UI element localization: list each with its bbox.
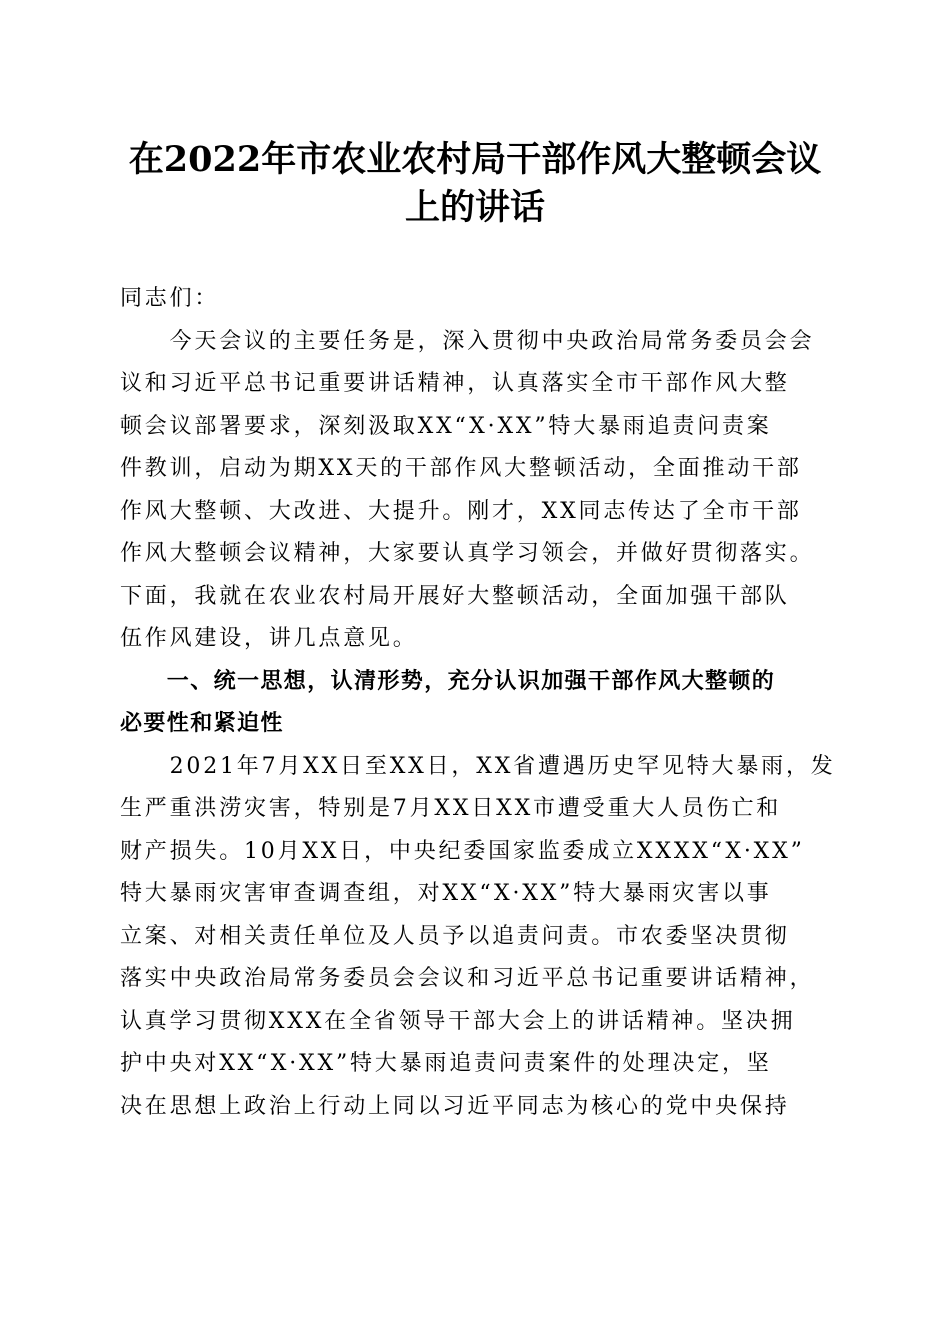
text-line: 立案、对相关责任单位及人员予以追责问责。市农委坚决贯彻	[120, 923, 790, 949]
document-body	[120, 278, 836, 1128]
text-line: 伍作风建设，讲几点意见。	[120, 626, 418, 651]
text-line: 决在思想上政治上行动上同以习近平同志为核心的党中央保持	[120, 1093, 790, 1119]
text-line: 生严重洪涝灾害，特别是7月XX日XX市遭受重大人员伤亡和	[120, 796, 782, 821]
heading-line: 一、统一思想，认清形势，充分认识加强干部作风大整顿的	[120, 668, 776, 694]
heading-line: 必要性和紧迫性	[120, 711, 284, 736]
text-line: 议和习近平总书记重要讲话精神，认真落实全市干部作风大整	[120, 371, 790, 396]
text-line: 认真学习贯彻XXX在全省领导干部大会上的讲话精神。坚决拥	[120, 1008, 796, 1034]
text-line: 今天会议的主要任务是，深入贯彻中央政治局常务委员会会	[120, 328, 815, 354]
section-heading	[120, 661, 832, 746]
title-line: 上的讲话	[404, 187, 545, 228]
text-line: 顿会议部署要求，深刻汲取XX“X·XX”特大暴雨追责问责案	[120, 413, 772, 439]
text-line: 护中央对XX“X·XX”特大暴雨追责问责案件的处理决定，坚	[120, 1051, 772, 1076]
text-line: 下面，我就在农业农村局开展好大整顿活动，全面加强干部队	[120, 583, 790, 609]
text-line: 作风大整顿、大改进、大提升。刚才，XX同志传达了全市干部	[120, 498, 802, 524]
document-title	[120, 136, 830, 232]
title-line: 在2022年市农业农村局干部作风大整顿会议	[128, 139, 822, 180]
paragraph-section-1	[120, 746, 836, 1129]
text-line: 件教训，启动为期XX天的干部作风大整顿活动，全面推动干部	[120, 456, 802, 481]
text-line: 作风大整顿会议精神，大家要认真学习领会，并做好贯彻落实。	[120, 541, 815, 566]
text-line: 财产损失。10月XX日，中央纪委国家监委成立XXXX“X·XX”	[120, 838, 805, 864]
text-line: 2021年7月XX日至XX日，XX省遭遇历史罕见特大暴雨，发	[120, 753, 836, 779]
text-line: 特大暴雨灾害审查调查组，对XX“X·XX”特大暴雨灾害以事	[120, 881, 772, 906]
text-line: 落实中央政治局常务委员会会议和习近平总书记重要讲话精神，	[120, 966, 815, 991]
paragraph-intro	[120, 321, 832, 661]
salutation: 同志们：	[120, 286, 220, 311]
